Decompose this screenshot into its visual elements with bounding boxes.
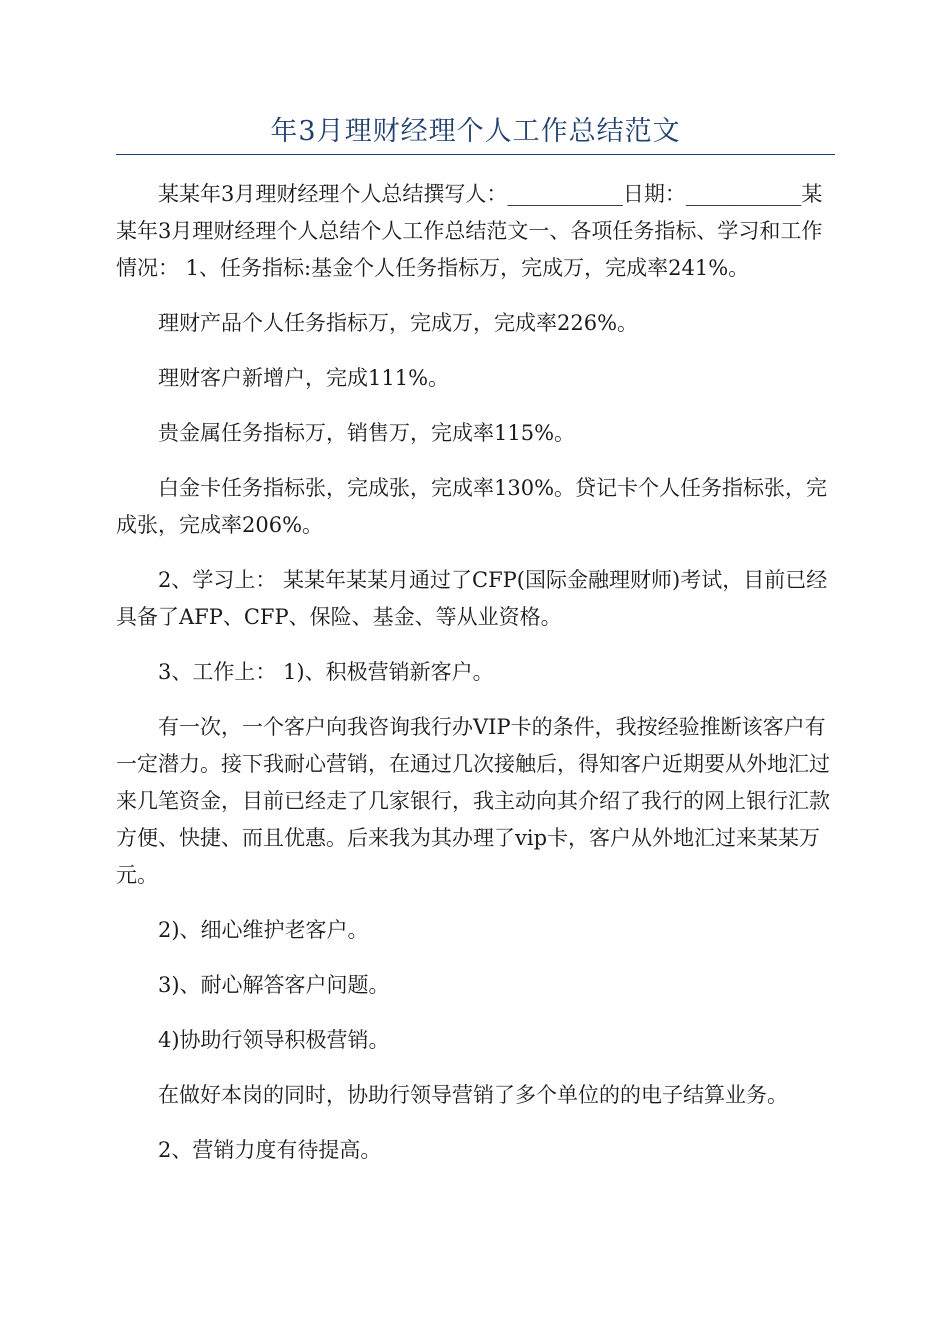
paragraph-study: 2、学习上： 某某年某某月通过了CFP(国际金融理财师)考试，目前已经具备了AFP、CFP、保险、基金、等从业资格。 — [116, 568, 828, 629]
paragraph-precious-metals: 贵金属任务指标万，销售万，完成率115%。 — [158, 421, 576, 445]
title-underline — [116, 154, 835, 155]
paragraph-settlement: 在做好本岗的同时，协助行领导营销了多个单位的的电子结算业务。 — [158, 1083, 788, 1107]
document-title: 年3月理财经理个人工作总结范文 — [270, 116, 681, 147]
paragraph-wealth-products: 理财产品个人任务指标万，完成万，完成率226%。 — [158, 311, 639, 335]
paragraph-vip-story: 有一次，一个客户向我咨询我行办VIP卡的条件，我按经验推断该客户有一定潜力。接下我耐心营销，在通过几次接触后，得知客户近期要从外地汇过来几笔资金，目前已经走了几家银行，我主动向其介绍了我行的网上银行汇款方便、快捷、而且优惠。后来我为其办理了vip卡，客户从外地汇过来某某万元。 — [116, 715, 830, 887]
paragraph-maintain-clients: 2)、细心维护老客户。 — [158, 918, 369, 942]
paragraph-cards: 白金卡任务指标张，完成张，完成率130%。贷记卡个人任务指标张，完成张，完成率206%。 — [116, 476, 828, 537]
paragraph-new-clients: 理财客户新增户，完成111%。 — [158, 366, 450, 390]
document-body — [116, 176, 835, 1187]
paragraph-work-heading: 3、工作上： 1)、积极营销新客户。 — [158, 660, 494, 684]
paragraph-improve-marketing: 2、营销力度有待提高。 — [158, 1138, 382, 1162]
paragraph-intro: 某某年3月理财经理个人总结撰写人：___________日期：___________某某年3月理财经理个人总结个人工作总结范文一、各项任务指标、学习和工作情况： 1、任务指标:基金个人任务指标万，完成万，完成率241%。 — [116, 182, 823, 280]
paragraph-answer-questions: 3)、耐心解答客户问题。 — [158, 973, 390, 997]
paragraph-assist-leaders: 4)协助行领导积极营销。 — [158, 1028, 390, 1052]
